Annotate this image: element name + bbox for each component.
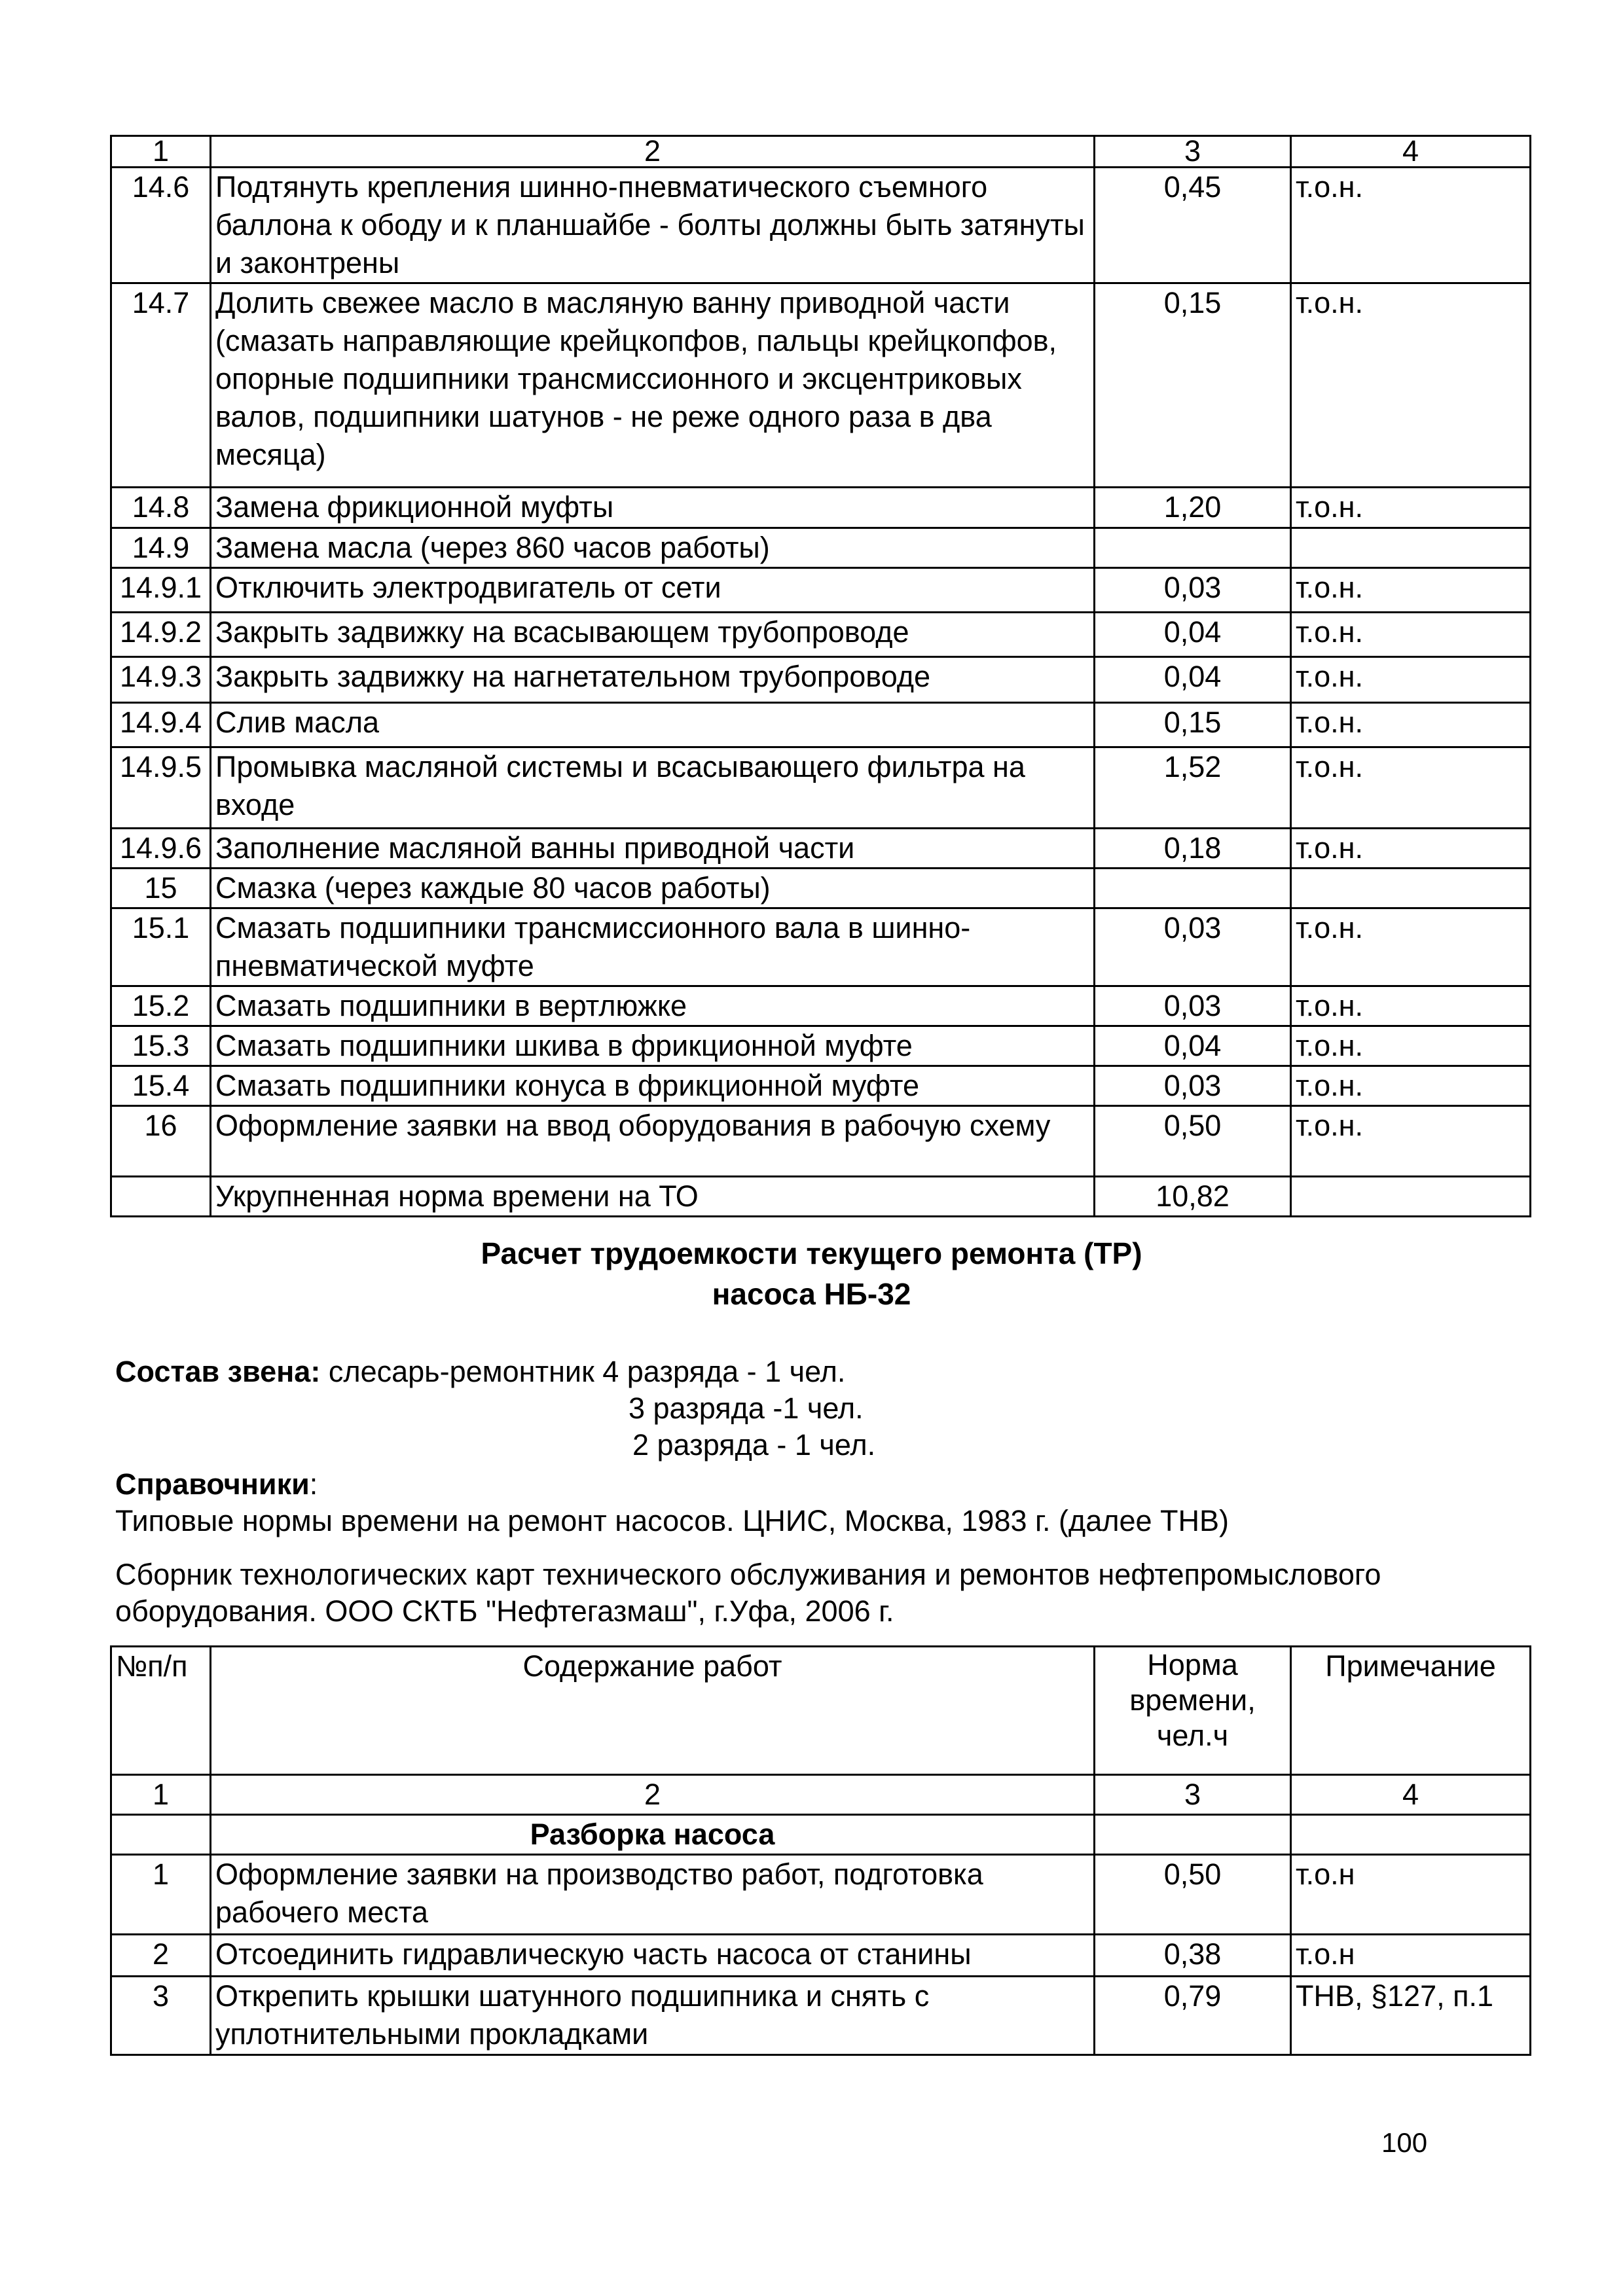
total-value: 10,82 <box>1095 1177 1291 1217</box>
time-norm: 0,18 <box>1095 829 1291 869</box>
note: т.о.н <box>1291 1935 1531 1977</box>
crew-member-2: 2 разряда - 1 чел. <box>632 1428 876 1462</box>
row-number: 1 <box>111 1855 211 1935</box>
references-label: Справочники: <box>115 1467 318 1501</box>
table-row <box>111 908 1531 986</box>
time-norm: 0,50 <box>1095 1106 1291 1177</box>
empty-cell <box>111 1177 211 1217</box>
time-norm <box>1095 869 1291 908</box>
col-index: 4 <box>1291 136 1531 168</box>
repair-norms-table <box>110 1645 1531 2056</box>
row-number: 16 <box>111 1106 211 1177</box>
col-index: 4 <box>1291 1775 1531 1815</box>
row-number: 14.9.2 <box>111 613 211 657</box>
table-row <box>111 869 1531 908</box>
row-number: 15.3 <box>111 1026 211 1066</box>
note: т.о.н. <box>1291 1106 1531 1177</box>
table-row <box>111 1977 1531 2055</box>
note: ТНВ, §127, п.1 <box>1291 1977 1531 2055</box>
work-description: Замена масла (через 860 часов работы) <box>211 528 1095 568</box>
table-row <box>111 1106 1531 1177</box>
total-label: Укрупненная норма времени на ТО <box>211 1177 1095 1217</box>
row-number: 14.9.6 <box>111 829 211 869</box>
work-description: Смазать подшипники конуса в фрикционной муфте <box>211 1066 1095 1106</box>
time-norm: 0,79 <box>1095 1977 1291 2055</box>
table-row <box>111 657 1531 703</box>
table-row <box>111 1026 1531 1066</box>
table-row <box>111 168 1531 283</box>
table-row <box>111 1935 1531 1977</box>
note: т.о.н. <box>1291 283 1531 488</box>
time-norm: 0,03 <box>1095 986 1291 1026</box>
note: т.о.н. <box>1291 1026 1531 1066</box>
time-norm: 0,03 <box>1095 1066 1291 1106</box>
table-index-row <box>111 1775 1531 1815</box>
row-number: 14.9.1 <box>111 568 211 613</box>
empty-cell <box>1291 1177 1531 1217</box>
reference-2-line-2: оборудования. ООО СКТБ "Нефтегазмаш", г.Уфа, 2006 г. <box>115 1594 894 1628</box>
col-index: 1 <box>111 1775 211 1815</box>
work-description: Смазать подшипники шкива в фрикционной муфте <box>211 1026 1095 1066</box>
table-header-row <box>111 1647 1531 1775</box>
time-norm: 0,03 <box>1095 568 1291 613</box>
work-description: Оформление заявки на ввод оборудования в рабочую схему <box>211 1106 1095 1177</box>
note: т.о.н. <box>1291 657 1531 703</box>
total-row <box>111 1177 1531 1217</box>
crew-label: Состав звена: <box>115 1355 321 1388</box>
time-norm: 0,50 <box>1095 1855 1291 1935</box>
work-description: Закрыть задвижку на всасывающем трубопроводе <box>211 613 1095 657</box>
row-number: 14.6 <box>111 168 211 283</box>
time-norm: 0,04 <box>1095 1026 1291 1066</box>
table-row <box>111 528 1531 568</box>
row-number: 14.8 <box>111 488 211 528</box>
crew-member-3: 3 разряда -1 чел. <box>629 1391 864 1425</box>
header-content: Содержание работ <box>211 1647 1095 1775</box>
header-note: Примечание <box>1291 1647 1531 1775</box>
work-description: Подтянуть крепления шинно-пневматического съемного баллона к ободу и к планшайбе - болты должны быть затянуты и законтрены <box>211 168 1095 283</box>
work-description: Смазка (через каждые 80 часов работы) <box>211 869 1095 908</box>
table-row <box>111 1855 1531 1935</box>
work-description: Промывка масляной системы и всасывающего фильтра на входе <box>211 747 1095 829</box>
note <box>1291 869 1531 908</box>
section-title: Расчет трудоемкости текущего ремонта (ТР) <box>481 1236 1142 1270</box>
crew-line-1 <box>115 1354 845 1390</box>
row-number: 15.4 <box>111 1066 211 1106</box>
time-norm: 0,04 <box>1095 657 1291 703</box>
col-index: 2 <box>211 1775 1095 1815</box>
maintenance-norms-table <box>110 135 1531 1217</box>
table-index-row <box>111 136 1531 168</box>
note: т.о.н. <box>1291 908 1531 986</box>
empty-cell <box>111 1815 211 1855</box>
row-number: 15 <box>111 869 211 908</box>
row-number: 14.9.4 <box>111 703 211 747</box>
reference-1: Типовые нормы времени на ремонт насосов. ЦНИС, Москва, 1983 г. (далее ТНВ) <box>115 1504 1230 1537</box>
work-description: Смазать подшипники в вертлюжке <box>211 986 1095 1026</box>
note: т.о.н. <box>1291 747 1531 829</box>
note: т.о.н. <box>1291 488 1531 528</box>
table-row <box>111 747 1531 829</box>
table-row <box>111 703 1531 747</box>
work-description: Оформление заявки на производство работ, подготовка рабочего места <box>211 1855 1095 1935</box>
col-index: 3 <box>1095 1775 1291 1815</box>
note: т.о.н. <box>1291 1066 1531 1106</box>
section-heading: Разборка насоса <box>211 1815 1095 1855</box>
time-norm: 0,04 <box>1095 613 1291 657</box>
work-description: Закрыть задвижку на нагнетательном трубопроводе <box>211 657 1095 703</box>
table-row <box>111 283 1531 488</box>
col-index: 1 <box>111 136 211 168</box>
time-norm: 0,38 <box>1095 1935 1291 1977</box>
note: т.о.н <box>1291 1855 1531 1935</box>
time-norm <box>1095 528 1291 568</box>
empty-cell <box>1291 1815 1531 1855</box>
header-number: №п/п <box>111 1647 211 1775</box>
row-number: 15.2 <box>111 986 211 1026</box>
table-row <box>111 488 1531 528</box>
row-number: 14.9 <box>111 528 211 568</box>
note: т.о.н. <box>1291 168 1531 283</box>
col-index: 3 <box>1095 136 1291 168</box>
empty-cell <box>1095 1815 1291 1855</box>
row-number: 3 <box>111 1977 211 2055</box>
time-norm: 0,15 <box>1095 283 1291 488</box>
table-row <box>111 829 1531 869</box>
page-number: 100 <box>1381 2127 1428 2158</box>
note: т.о.н. <box>1291 613 1531 657</box>
work-description: Отключить электродвигатель от сети <box>211 568 1095 613</box>
note: т.о.н. <box>1291 703 1531 747</box>
table-row <box>111 613 1531 657</box>
table-row <box>111 986 1531 1026</box>
work-description: Заполнение масляной ванны приводной части <box>211 829 1095 869</box>
row-number: 14.7 <box>111 283 211 488</box>
reference-2-line-1: Сборник технологических карт технического обслуживания и ремонтов нефтепромыслового <box>115 1558 1381 1591</box>
table-row <box>111 1066 1531 1106</box>
work-description: Смазать подшипники трансмиссионного вала в шинно-пневматической муфте <box>211 908 1095 986</box>
time-norm: 1,52 <box>1095 747 1291 829</box>
row-number: 14.9.3 <box>111 657 211 703</box>
header-norm: Норма времени, чел.ч <box>1095 1647 1291 1775</box>
time-norm: 0,45 <box>1095 168 1291 283</box>
work-description: Отсоединить гидравлическую часть насоса от станины <box>211 1935 1095 1977</box>
row-number: 15.1 <box>111 908 211 986</box>
crew-member-4: слесарь-ремонтник 4 разряда - 1 чел. <box>328 1355 846 1388</box>
time-norm: 0,15 <box>1095 703 1291 747</box>
note: т.о.н. <box>1291 568 1531 613</box>
section-row <box>111 1815 1531 1855</box>
section-subtitle: насоса НБ-32 <box>712 1277 911 1311</box>
work-description: Замена фрикционной муфты <box>211 488 1095 528</box>
col-index: 2 <box>211 136 1095 168</box>
note: т.о.н. <box>1291 986 1531 1026</box>
work-description: Слив масла <box>211 703 1095 747</box>
row-number: 2 <box>111 1935 211 1977</box>
work-description: Открепить крышки шатунного подшипника и снять с уплотнительными прокладками <box>211 1977 1095 2055</box>
time-norm: 0,03 <box>1095 908 1291 986</box>
work-description: Долить свежее масло в масляную ванну приводной части (смазать направляющие крейцкопфов, пальцы крейцкопфов, опорные подшипники трансмиссионного и эксцентриковых валов, подшипники шатунов - не реже одного раза в два месяца) <box>211 283 1095 488</box>
row-number: 14.9.5 <box>111 747 211 829</box>
time-norm: 1,20 <box>1095 488 1291 528</box>
note: т.о.н. <box>1291 829 1531 869</box>
table-row <box>111 568 1531 613</box>
note <box>1291 528 1531 568</box>
